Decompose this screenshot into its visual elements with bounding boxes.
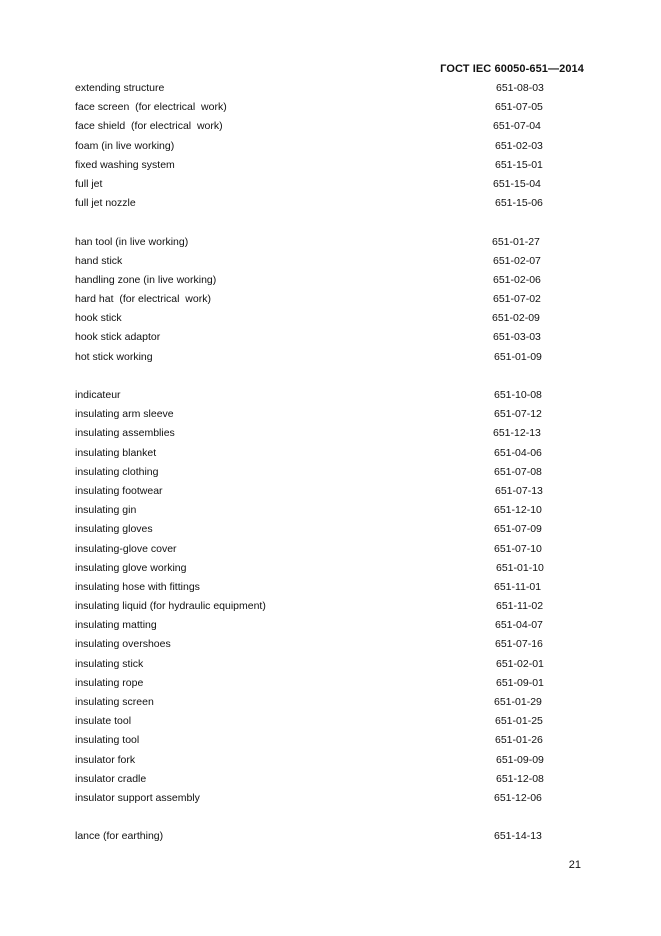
entry-term: handling zone (in live working) <box>75 273 217 286</box>
index-entry <box>75 753 575 772</box>
index-entry <box>75 254 575 273</box>
entry-term: hard hat (for electrical work) <box>75 293 211 306</box>
page-number: 21 <box>568 859 581 871</box>
entry-term: insulating-glove cover <box>75 542 177 555</box>
index-entry <box>75 695 575 714</box>
entry-code: 651-07-02 <box>493 293 541 306</box>
entry-code: 651-07-05 <box>495 101 543 114</box>
entry-code: 651-02-09 <box>492 312 540 325</box>
index-entry <box>75 100 575 119</box>
entry-code: 651-04-07 <box>495 619 543 632</box>
index-entry <box>75 330 575 349</box>
entry-term: full jet <box>75 177 103 190</box>
entry-code: 651-07-16 <box>495 638 543 651</box>
index-entries <box>75 81 575 868</box>
entry-term: fixed washing system <box>75 158 175 171</box>
entry-code: 651-15-06 <box>495 197 543 210</box>
index-entry <box>75 503 575 522</box>
entry-code: 651-01-09 <box>494 350 542 363</box>
entry-term: insulate tool <box>75 715 132 728</box>
index-entry <box>75 561 575 580</box>
index-entry <box>75 772 575 791</box>
entry-code: 651-01-29 <box>494 696 542 708</box>
entry-code: 651-12-06 <box>494 791 542 804</box>
entry-code: 651-01-26 <box>495 734 543 747</box>
entry-code: 651-12-13 <box>493 427 541 440</box>
entry-code: 651-11-01 <box>494 580 542 593</box>
entry-term: insulating footwear <box>75 484 163 497</box>
index-entry <box>75 139 575 158</box>
entry-code: 651-09-01 <box>496 676 544 689</box>
entry-term: insulating screen <box>75 696 154 708</box>
entry-code: 651-11-02 <box>496 600 544 613</box>
entry-code: 651-07-12 <box>494 408 542 421</box>
index-entry <box>75 829 575 848</box>
index-entry <box>75 637 575 656</box>
entry-code: 651-08-03 <box>496 82 544 94</box>
entry-group <box>75 235 575 369</box>
entry-term: hook stick <box>75 312 122 325</box>
index-entry <box>75 484 575 503</box>
entry-term: insulating arm sleeve <box>75 408 174 421</box>
index-entry <box>75 465 575 484</box>
index-entry <box>75 580 575 599</box>
index-entry <box>75 177 575 196</box>
entry-term: hook stick adaptor <box>75 331 161 344</box>
index-entry <box>75 407 575 426</box>
entry-term: insulating overshoes <box>75 638 171 651</box>
index-entry <box>75 158 575 177</box>
entry-term: extending structure <box>75 82 165 94</box>
entry-term: insulator cradle <box>75 772 147 785</box>
entry-code: 651-07-10 <box>494 542 542 555</box>
entry-code: 651-12-08 <box>496 772 544 785</box>
entry-term: insulating gin <box>75 504 137 517</box>
index-entry <box>75 522 575 541</box>
index-entry <box>75 676 575 695</box>
entry-term: hand stick <box>75 254 123 267</box>
index-entry <box>75 714 575 733</box>
entry-code: 651-01-27 <box>492 235 540 248</box>
index-entry <box>75 292 575 311</box>
entry-term: face screen (for electrical work) <box>75 101 227 114</box>
entry-code: 651-02-07 <box>493 254 541 267</box>
entry-code: 651-14-13 <box>494 830 542 843</box>
entry-term: face shield (for electrical work) <box>75 120 223 133</box>
entry-term: foam (in live working) <box>75 139 175 152</box>
standard-header: ГОСТ IEC 60050-651—2014 <box>440 63 584 75</box>
entry-term: insulating gloves <box>75 523 153 536</box>
entry-code: 651-12-10 <box>494 504 542 517</box>
entry-code: 651-15-01 <box>495 158 543 171</box>
index-entry <box>75 273 575 292</box>
entry-term: insulating assemblies <box>75 427 175 440</box>
entry-term: insulating hose with fittings <box>75 580 200 593</box>
entry-term: lance (for earthing) <box>75 830 164 843</box>
entry-term: indicateur <box>75 389 121 401</box>
index-entry <box>75 733 575 752</box>
entry-term: han tool (in live working) <box>75 235 189 248</box>
index-entry <box>75 235 575 254</box>
entry-code: 651-01-10 <box>496 561 544 574</box>
index-entry <box>75 426 575 445</box>
index-entry <box>75 618 575 637</box>
entry-group <box>75 829 575 848</box>
entry-term: insulating rope <box>75 676 144 689</box>
index-entry <box>75 119 575 138</box>
entry-code: 651-02-03 <box>495 139 543 152</box>
entry-term: insulator support assembly <box>75 791 200 804</box>
entry-code: 651-09-09 <box>496 753 544 766</box>
index-entry <box>75 311 575 330</box>
entry-code: 651-07-09 <box>494 523 542 536</box>
entry-code: 651-04-06 <box>494 446 542 459</box>
entry-term: insulating glove working <box>75 561 187 574</box>
entry-term: insulating tool <box>75 734 140 747</box>
index-entry <box>75 657 575 676</box>
index-entry <box>75 599 575 618</box>
entry-term: hot stick working <box>75 350 153 363</box>
entry-term: insulating matting <box>75 619 157 632</box>
entry-code: 651-07-04 <box>493 120 541 133</box>
entry-term: insulating liquid (for hydraulic equipment) <box>75 600 266 613</box>
index-entry <box>75 388 575 407</box>
index-entry <box>75 791 575 810</box>
entry-code: 651-07-13 <box>495 484 543 497</box>
entry-code: 651-15-04 <box>493 177 541 190</box>
index-entry <box>75 196 575 215</box>
entry-group <box>75 388 575 810</box>
index-entry <box>75 446 575 465</box>
entry-code: 651-10-08 <box>494 389 542 401</box>
entry-term: insulator fork <box>75 753 136 766</box>
index-entry <box>75 350 575 369</box>
entry-term: insulating clothing <box>75 465 159 478</box>
entry-code: 651-03-03 <box>493 331 541 344</box>
entry-term: insulating blanket <box>75 446 157 459</box>
entry-term: full jet nozzle <box>75 197 136 210</box>
entry-code: 651-02-06 <box>493 273 541 286</box>
entry-code: 651-02-01 <box>496 657 544 670</box>
entry-code: 651-01-25 <box>495 715 543 728</box>
index-entry <box>75 542 575 561</box>
entry-term: insulating stick <box>75 657 144 670</box>
entry-group <box>75 81 575 215</box>
index-entry <box>75 81 575 100</box>
entry-code: 651-07-08 <box>494 465 542 478</box>
